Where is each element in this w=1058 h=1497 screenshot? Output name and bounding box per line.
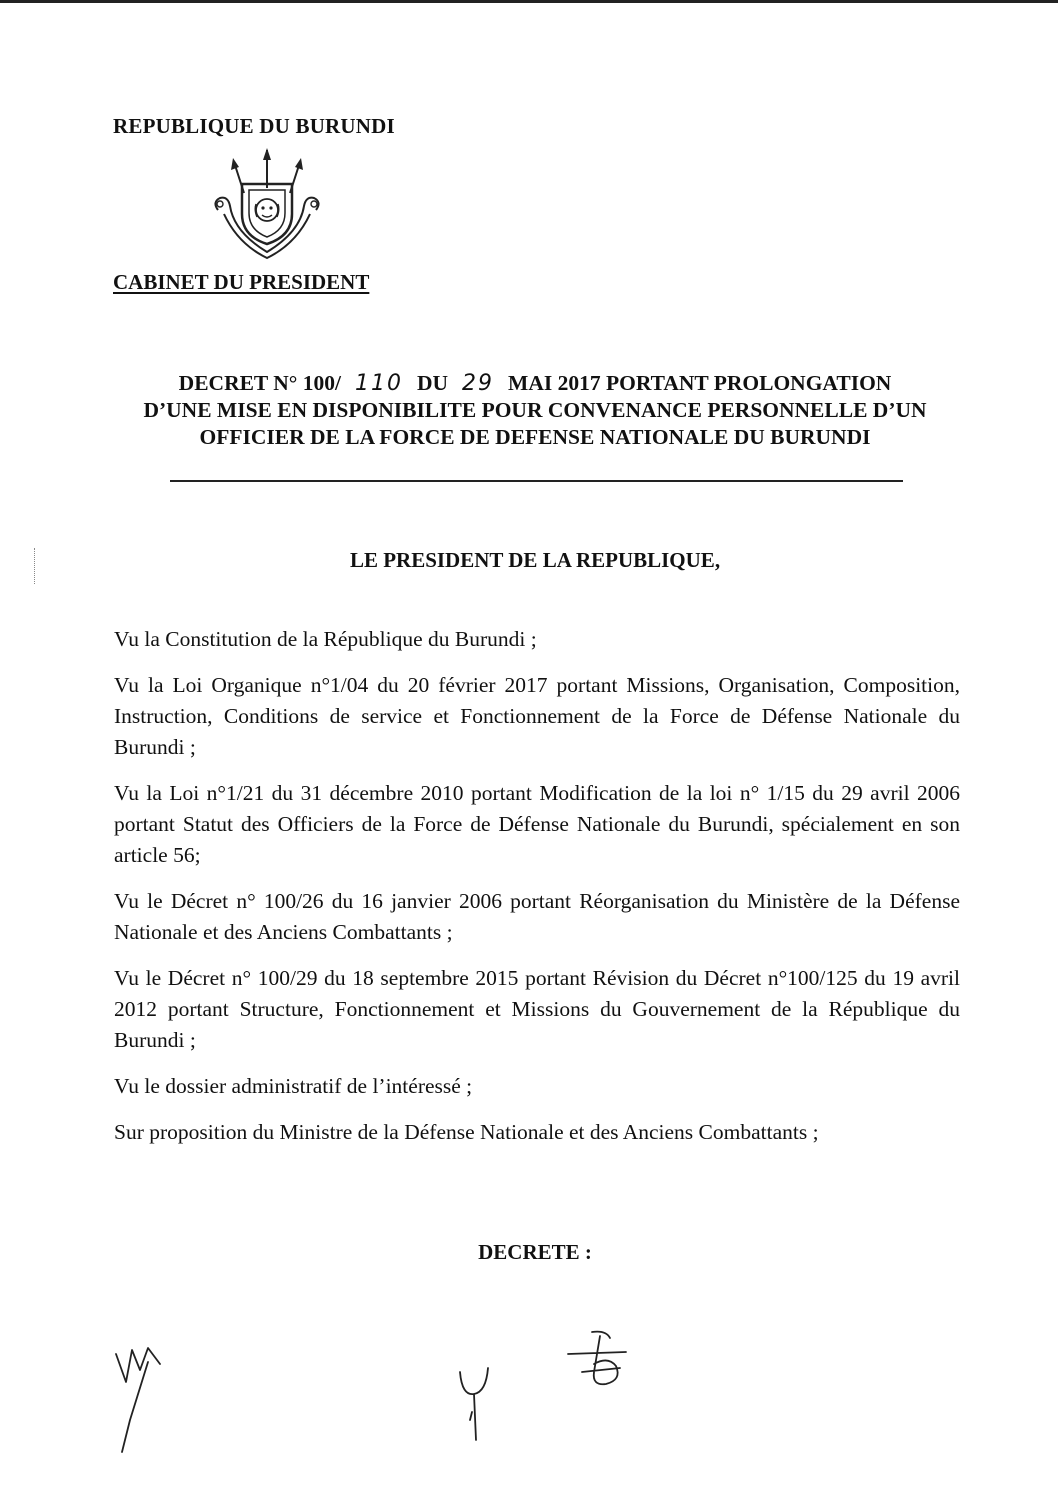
decree-du: DU <box>416 371 449 395</box>
signature-initial-middle <box>450 1350 500 1445</box>
decree-title-line-1 <box>100 370 970 397</box>
considerant-loi-organique: Vu la Loi Organique n°1/04 du 20 février 2017 portant Missions, Organisation, Composition, Instruction, Conditions de service et Fonctionnement de la Force de Défense Nationale du Burundi ; <box>114 673 960 759</box>
decree-prefix: DECRET N° 100/ <box>178 371 341 395</box>
decree-date-rest: MAI 2017 PORTANT PROLONGATION <box>508 371 892 395</box>
considerant-dossier: Vu le dossier administratif de l’intéressé ; <box>114 1074 473 1098</box>
decree-title <box>100 370 970 451</box>
signature-initial-left <box>112 1340 172 1460</box>
decree-title-line-3: OFFICIER DE LA FORCE DE DEFENSE NATIONALE DU BURUNDI <box>199 425 871 449</box>
margin-marks <box>34 548 39 584</box>
burundi-coat-of-arms-icon <box>204 148 330 260</box>
decree-number-handwritten: 110 <box>354 371 403 396</box>
considerant-decret-reorganisation: Vu le Décret n° 100/26 du 16 janvier 2006 portant Réorganisation du Ministère de la Défense Nationale et des Anciens Combattants ; <box>114 889 960 944</box>
president-heading: LE PRESIDENT DE LA REPUBLIQUE, <box>349 548 721 572</box>
page-top-border <box>0 0 1058 3</box>
considerant-loi-statut: Vu la Loi n°1/21 du 31 décembre 2010 portant Modification de la loi n° 1/15 du 29 avril 2006 portant Statut des Officiers de la Force de Défense Nationale du Burundi, spécialement en son article 56; <box>114 781 960 867</box>
title-divider <box>170 480 903 482</box>
considerant-proposition: Sur proposition du Ministre de la Défense Nationale et des Anciens Combattants ; <box>114 1120 819 1144</box>
republic-header: REPUBLIQUE DU BURUNDI <box>113 114 395 138</box>
signature-initial-right <box>562 1328 632 1390</box>
considerants-list <box>114 624 960 1163</box>
decrete-heading: DECRETE : <box>478 1240 592 1264</box>
cabinet-header: CABINET DU PRESIDENT <box>113 270 370 294</box>
considerant-decret-revision: Vu le Décret n° 100/29 du 18 septembre 2015 portant Révision du Décret n°100/125 du 19 avril 2012 portant Structure, Fonctionnement et Missions du Gouvernement de la République du Burundi ; <box>114 966 960 1052</box>
decree-title-line-2: D’UNE MISE EN DISPONIBILITE POUR CONVENANCE PERSONNELLE D’UN <box>143 398 927 422</box>
decree-day-handwritten: 29 <box>462 371 495 396</box>
considerant-constitution: Vu la Constitution de la République du Burundi ; <box>114 627 537 651</box>
